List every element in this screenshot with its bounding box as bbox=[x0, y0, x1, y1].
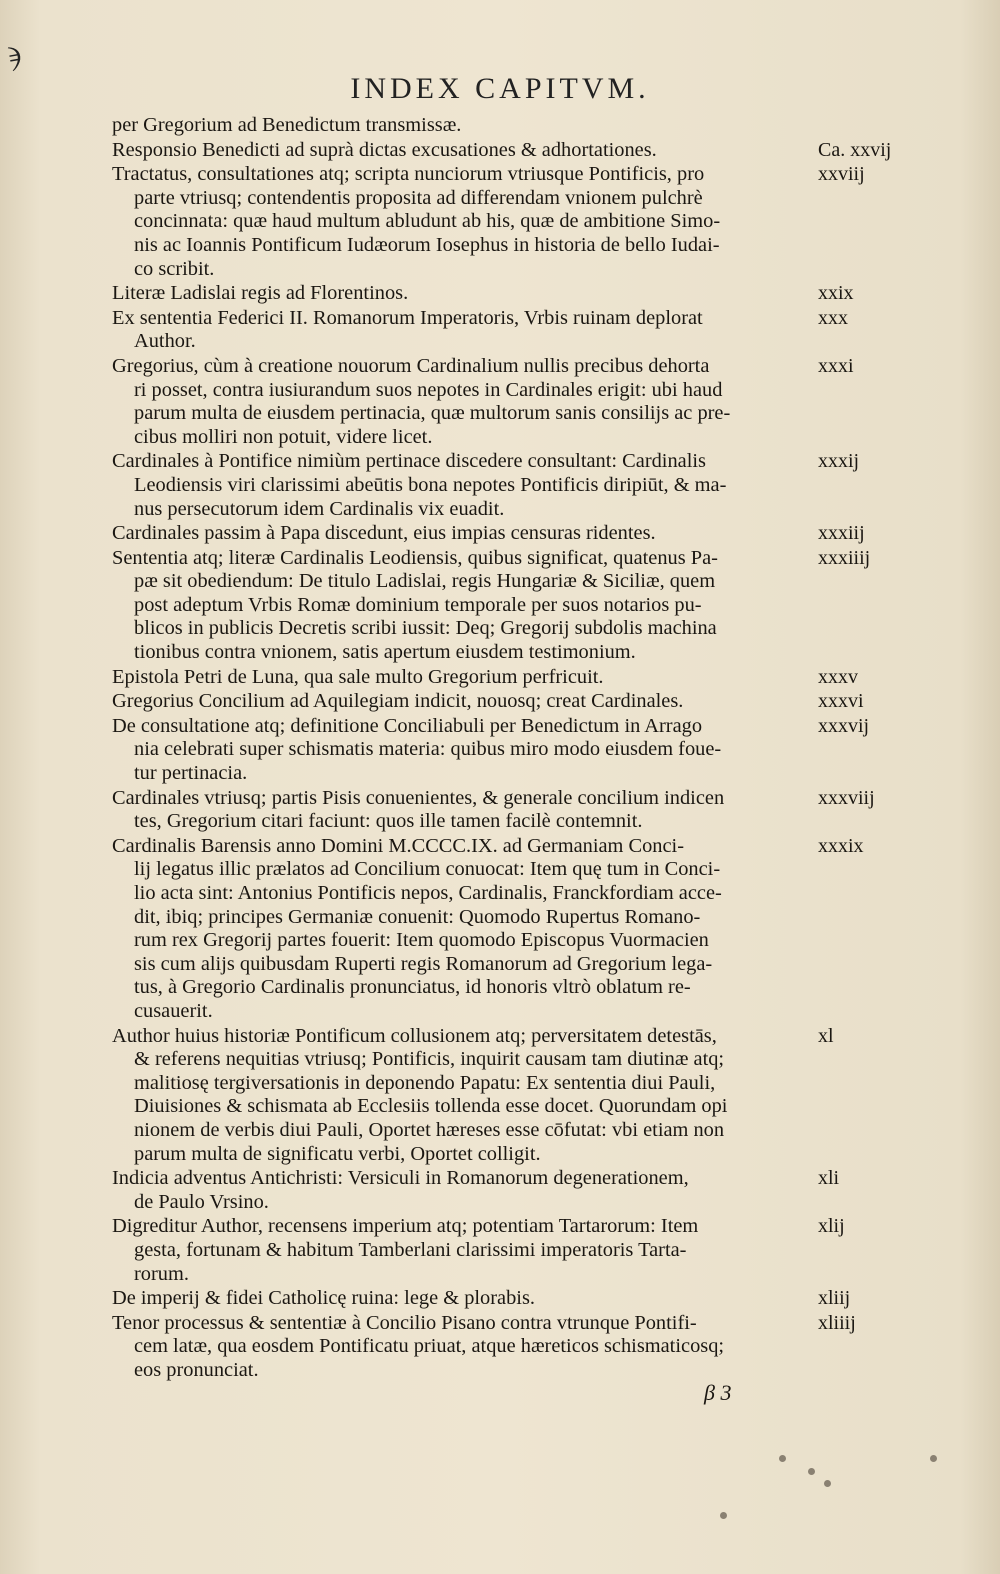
entry-text: per Gregorium ad Benedictum transmissæ. bbox=[112, 114, 462, 136]
corner-mark: ϡ bbox=[1, 36, 28, 73]
chapter-number: xxxvi bbox=[818, 690, 864, 713]
entry-continuation: tionibus contra vnionem, satis apertum eiusdem testimonium. bbox=[134, 641, 636, 664]
entry-text: Epistola Petri de Luna, qua sale multo Gregorium perfricuit. bbox=[112, 665, 604, 688]
entry-continuation: co scribit. bbox=[134, 257, 215, 280]
entry-continuation: nis ac Ioannis Pontificum Iudæorum Iosephus in historia de bello Iudai- bbox=[134, 233, 720, 256]
entry-continuation: de Paulo Vrsino. bbox=[134, 1190, 269, 1213]
entry-continuation: post adeptum Vrbis Romæ dominium temporale per suos notarios pu- bbox=[134, 593, 702, 616]
index-entry bbox=[112, 1167, 992, 1214]
index-entry bbox=[112, 355, 992, 449]
index-entry bbox=[112, 1312, 992, 1383]
entry-continuation: pæ sit obediendum: De titulo Ladislai, regis Hungariæ & Siciliæ, quem bbox=[134, 570, 716, 593]
chapter-number: xxxiiij bbox=[818, 546, 871, 569]
chapter-number: xxix bbox=[818, 282, 854, 305]
chapter-number: xxviij bbox=[818, 163, 865, 186]
chapter-number: xxx bbox=[818, 306, 848, 329]
entry-text: Author huius historiæ Pontificum collusionem atq; perversitatem detestās, bbox=[112, 1024, 717, 1047]
chapter-number: xxxij bbox=[818, 450, 860, 473]
entry-continuation: malitiosę tergiversationis in deponendo Papatu: Ex sententia diui Pauli, bbox=[134, 1071, 716, 1094]
entry-text: Digreditur Author, recensens imperium atq; potentiam Tartarorum: Item bbox=[112, 1215, 699, 1238]
entry-continuation: tus, à Gregorio Cardinalis pronunciatus, id honoris vltrò oblatum re- bbox=[134, 976, 691, 999]
index-entry bbox=[112, 666, 992, 690]
entry-text: Literæ Ladislai regis ad Florentinos. bbox=[112, 282, 409, 305]
ink-speck bbox=[824, 1480, 831, 1487]
entry-text: Cardinales passim à Papa discedunt, eius impias censuras ridentes. bbox=[112, 522, 656, 545]
entry-text: Ex sententia Federici II. Romanorum Imperatoris, Vrbis ruinam deplorat bbox=[112, 306, 703, 329]
entry-continuation: dit, ibiq; principes Germaniæ conuenit: Quomodo Rupertus Romano- bbox=[134, 905, 701, 928]
ink-speck bbox=[808, 1468, 815, 1475]
entry-text: Tractatus, consultationes atq; scripta nunciorum vtriusque Pontificis, pro bbox=[112, 163, 705, 186]
entry-text: De imperij & fidei Catholicę ruina: lege & plorabis. bbox=[112, 1287, 535, 1310]
index-entry bbox=[112, 690, 992, 714]
entry-continuation: Author. bbox=[134, 330, 196, 353]
entry-text: Cardinales vtriusq; partis Pisis conuenientes, & generale concilium indicen bbox=[112, 786, 725, 809]
entry-continuation: & referens nequitias vtriusq; Pontificis, inquirit causam tam diutinæ atq; bbox=[134, 1048, 725, 1071]
entry-continuation: lij legatus illic prælatos ad Concilium conuocat: Item quę tum in Conci- bbox=[134, 858, 721, 881]
ink-speck bbox=[930, 1455, 937, 1462]
entry-continuation: rorum. bbox=[134, 1262, 189, 1285]
chapter-number: xxxi bbox=[818, 354, 854, 377]
index-entry bbox=[112, 787, 992, 834]
chapter-number: xl bbox=[818, 1024, 834, 1047]
index-entry bbox=[112, 139, 992, 163]
entry-continuation: ri posset, contra iusiurandum suos nepotes in Cardinales erigit: ubi haud bbox=[134, 378, 723, 401]
entry-continuation: parte vtriusq; contendentis proposita ad differendam vnionem pulchrè bbox=[134, 186, 703, 209]
index-entry bbox=[112, 1287, 992, 1311]
entry-text: Cardinales à Pontifice nimiùm pertinace discedere consultant: Cardinalis bbox=[112, 450, 706, 473]
entry-continuation: rum rex Gregorij partes fouerit: Item quomodo Episcopus Vuormacien bbox=[134, 929, 709, 952]
entry-continuation: Diuisiones & schismata ab Ecclesiis tollenda esse docet. Quorundam opi bbox=[134, 1095, 728, 1118]
index-entry bbox=[112, 282, 992, 306]
chapter-number: xliiij bbox=[818, 1311, 856, 1334]
entry-text: Gregorius Concilium ad Aquilegiam indicit, nouosq; creat Cardinales. bbox=[112, 690, 684, 713]
entry-continuation: nus persecutorum idem Cardinalis vix euadit. bbox=[134, 497, 505, 520]
index-entry bbox=[112, 522, 992, 546]
entry-text: Sententia atq; literæ Cardinalis Leodiensis, quibus significat, quatenus Pa- bbox=[112, 546, 718, 569]
signature-mark: β 3 bbox=[704, 1380, 732, 1405]
entry-continuation: tes, Gregorium citari faciunt: quos ille tamen facilè contemnit. bbox=[134, 810, 643, 833]
chapter-number: Ca. xxvij bbox=[818, 138, 892, 161]
index-entry bbox=[112, 307, 992, 354]
entry-continuation: gesta, fortunam & habitum Tamberlani clarissimi imperatoris Tarta- bbox=[134, 1238, 687, 1261]
entry-text: Tenor processus & sententiæ à Concilio Pisano contra vtrunque Pontifi- bbox=[112, 1311, 697, 1334]
entry-continuation: parum multa de eiusdem pertinacia, quæ multorum sanis consilijs ac pre- bbox=[134, 402, 731, 425]
entry-text: De consultatione atq; definitione Conciliabuli per Benedictum in Arrago bbox=[112, 714, 703, 737]
chapter-number: xliij bbox=[818, 1287, 851, 1310]
entry-text: Indicia adventus Antichristi: Versiculi in Romanorum degenerationem, bbox=[112, 1167, 689, 1190]
entry-continuation: nionem de verbis diui Pauli, Oportet hæreses esse cōfutat: vbi etiam non bbox=[134, 1118, 725, 1141]
entry-continuation: concinnata: quæ haud multum abludunt ab his, quæ de ambitione Simo- bbox=[134, 210, 721, 233]
entry-text: Responsio Benedicti ad suprà dictas excusationes & adhortationes. bbox=[112, 138, 657, 161]
entry-continuation: sis cum alijs quibusdam Ruperti regis Romanorum ad Gregorium lega- bbox=[134, 952, 713, 975]
index-entry bbox=[112, 547, 992, 665]
entry-continuation: lio acta sint: Antonius Pontificis nepos, Cardinalis, Franckfordiam acce- bbox=[134, 882, 722, 904]
chapter-number: xxxviij bbox=[818, 786, 875, 809]
chapter-number: xxxiij bbox=[818, 522, 865, 545]
chapter-number: xxxvij bbox=[818, 714, 870, 737]
index-entries bbox=[112, 114, 992, 1383]
entry-continuation: Leodiensis viri clarissimi abeūtis bona nepotes Pontificis diripiūt, & ma- bbox=[134, 473, 727, 496]
entry-continuation: nia celebrati super schismatis materia: quibus miro modo eiusdem foue- bbox=[134, 738, 722, 761]
entry-continuation: cem latæ, qua eosdem Pontificatu priuat, atque hæreticos schismaticosq; bbox=[134, 1335, 725, 1358]
entry-continuation: parum multa de significatu verbi, Oportet colligit. bbox=[134, 1142, 541, 1165]
entry-continuation: tur pertinacia. bbox=[134, 762, 248, 785]
index-entry bbox=[112, 114, 992, 138]
index-entry bbox=[112, 715, 992, 786]
index-entry bbox=[112, 1025, 992, 1167]
entry-continuation: blicos in publicis Decretis scribi iussit: Deq; Gregorij subdolis machina bbox=[134, 617, 717, 640]
entry-continuation: cibus molliri non potuit, videre licet. bbox=[134, 425, 433, 448]
ink-speck bbox=[779, 1455, 786, 1462]
ink-speck bbox=[720, 1512, 727, 1519]
chapter-number: xli bbox=[818, 1167, 840, 1190]
entry-continuation: cusauerit. bbox=[134, 999, 213, 1022]
index-entry bbox=[112, 163, 992, 281]
entry-continuation: eos pronunciat. bbox=[134, 1358, 259, 1381]
chapter-number: xxxv bbox=[818, 665, 858, 688]
index-entry bbox=[112, 835, 992, 1024]
chapter-number: xxxix bbox=[818, 834, 864, 857]
entry-text: Cardinalis Barensis anno Domini M.CCCC.IX. ad Germaniam Conci- bbox=[112, 834, 684, 857]
index-entry bbox=[112, 1215, 992, 1286]
chapter-number: xlij bbox=[818, 1215, 845, 1238]
index-entry bbox=[112, 450, 992, 521]
page-header: INDEX CAPITVM. bbox=[350, 72, 650, 105]
entry-text: Gregorius, cùm à creatione nouorum Cardinalium nullis precibus dehorta bbox=[112, 354, 710, 377]
